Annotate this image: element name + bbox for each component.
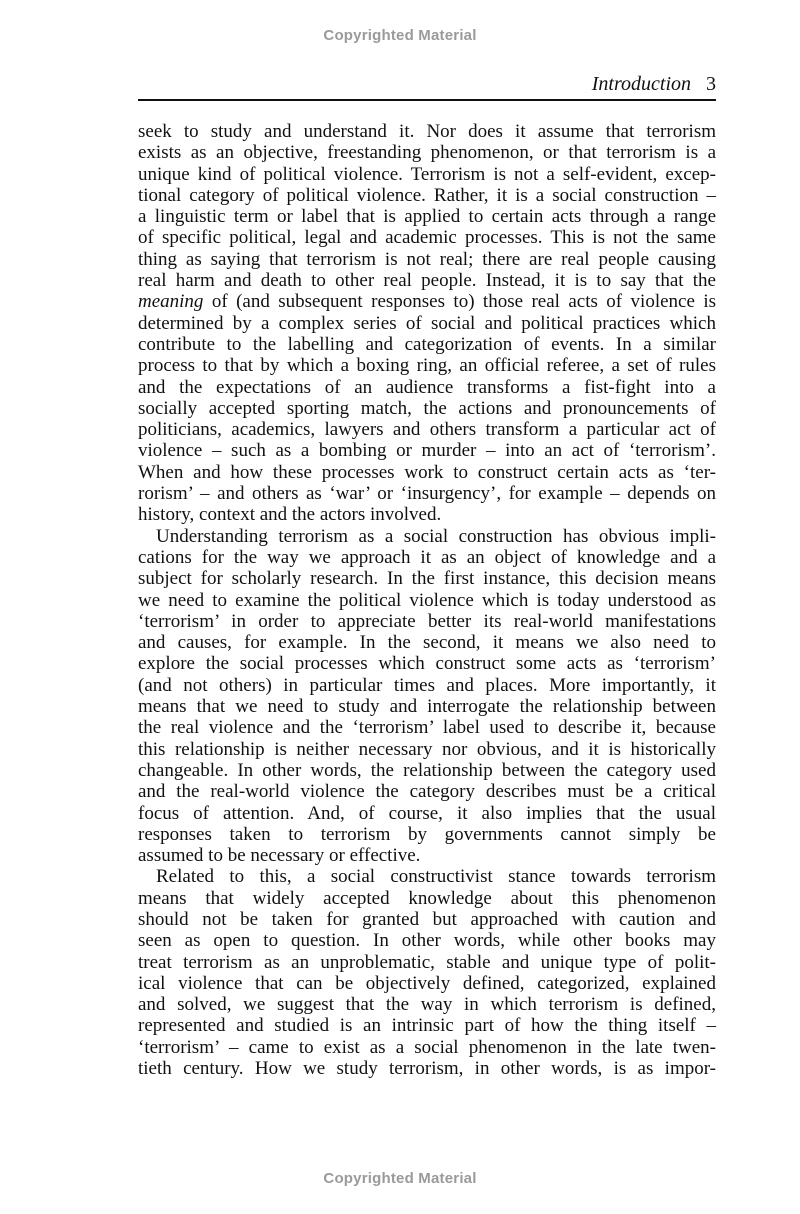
text-line: Understanding terrorism as a social construction has obvious impli- [156, 525, 716, 547]
text-line: responses taken to terrorism by governments cannot simply be [138, 823, 716, 845]
text-line: means that widely accepted knowledge about this phenomenon [138, 887, 716, 909]
text-line: focus of attention. And, of course, it also implies that the usual [138, 802, 716, 824]
paragraph-2 [138, 526, 716, 867]
text-line: means that we need to study and interrogate the relationship between [138, 696, 716, 718]
text-line: Related to this, a social constructivist stance towards terrorism [156, 866, 716, 888]
text-line: ‘terrorism’ in order to appreciate better its real-world manifestations [138, 610, 716, 632]
text-line: process to that by which a boxing ring, an official referee, a set of rules [138, 355, 716, 377]
page-number: 3 [706, 73, 716, 95]
text-line: thing as saying that terrorism is not real; there are real people causing [138, 248, 716, 270]
paragraph-1 [138, 121, 716, 526]
chapter-title: Introduction [591, 73, 691, 95]
text-line: subject for scholarly research. In the first instance, this decision means [138, 568, 716, 590]
text-line: ical violence that can be objectively defined, categorized, explained [138, 972, 716, 994]
text-line: a linguistic term or label that is applied to certain acts through a range [138, 206, 716, 228]
text-line: we need to examine the political violence which is today understood as [138, 589, 716, 611]
text-line: treat terrorism as an unproblematic, stable and unique type of polit- [138, 951, 716, 973]
body-text [138, 121, 716, 1079]
text-line: politicians, academics, lawyers and others transform a particular act of [138, 419, 716, 441]
text-line: tieth century. How we study terrorism, in other words, is as impor- [138, 1058, 716, 1080]
header-rule [138, 99, 716, 101]
text-line-meaning-rest: of (and subsequent responses to) those real acts of violence is [203, 291, 716, 313]
text-line: and the expectations of an audience transforms a fist-fight into a [138, 376, 716, 398]
text-line: contribute to the labelling and categorization of events. In a similar [138, 333, 716, 355]
text-line: and the real-world violence the category describes must be a critical [138, 781, 716, 803]
text-line: explore the social processes which construct some acts as ‘terrorism’ [138, 653, 716, 675]
copyright-watermark-top: Copyrighted Material [323, 27, 477, 44]
text-line: this relationship is neither necessary nor obvious, and it is historically [138, 738, 716, 760]
text-line: the real violence and the ‘terrorism’ label used to describe it, because [138, 717, 716, 739]
text-line: seek to study and understand it. Nor does it assume that terrorism [138, 121, 716, 142]
text-line: socially accepted sporting match, the actions and pronouncements of [138, 397, 716, 419]
text-line: (and not others) in particular times and places. More importantly, it [138, 674, 716, 696]
text-line: assumed to be necessary or effective. [138, 845, 421, 867]
text-line: represented and studied is an intrinsic part of how the thing itself – [138, 1015, 716, 1037]
copyright-watermark-bottom: Copyrighted Material [323, 1170, 477, 1187]
text-line: seen as open to question. In other words, while other books may [138, 930, 716, 952]
text-line: history, context and the actors involved. [138, 504, 442, 526]
text-line: exists as an objective, freestanding phenomenon, or that terrorism is a [138, 142, 716, 164]
text-line: When and how these processes work to construct certain acts as ‘ter- [138, 461, 716, 483]
text-line: unique kind of political violence. Terrorism is not a self-evident, excep- [138, 163, 716, 185]
text-line: tional category of political violence. Rather, it is a social construction – [138, 184, 716, 206]
text-line: and causes, for example. In the second, it means we also need to [138, 632, 716, 654]
text-line: real harm and death to other real people. Instead, it is to say that the [138, 270, 716, 292]
text-line: determined by a complex series of social and political practices which [138, 312, 716, 334]
text-line: cations for the way we approach it as an object of knowledge and a [138, 546, 716, 568]
text-line: of specific political, legal and academic processes. This is not the same [138, 227, 716, 249]
running-head [138, 71, 716, 97]
paragraph-3 [138, 866, 716, 1079]
text-line: and solved, we suggest that the way in which terrorism is defined, [138, 994, 716, 1016]
text-line: ‘terrorism’ – came to exist as a social phenomenon in the late twen- [138, 1036, 716, 1058]
text-line: violence – such as a bombing or murder – into an act of ‘terrorism’. [138, 440, 716, 462]
text-line-meaning [138, 291, 716, 312]
text-line: should not be taken for granted but approached with caution and [138, 908, 716, 930]
text-line: changeable. In other words, the relationship between the category used [138, 759, 716, 781]
text-line: rorism’ – and others as ‘war’ or ‘insurgency’, for example – depends on [138, 483, 716, 505]
emphasis-meaning: meaning [138, 291, 204, 313]
